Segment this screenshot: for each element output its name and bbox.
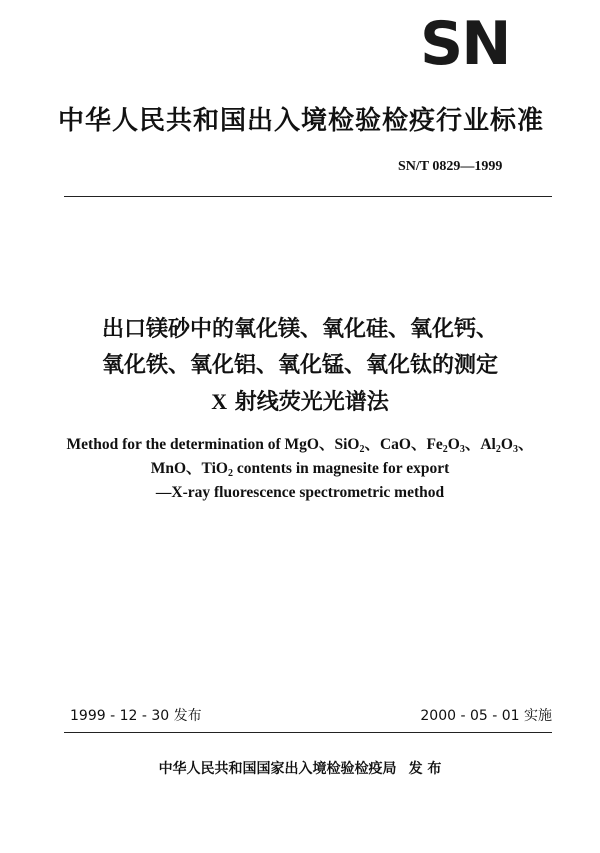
implementation-date: 2000 - 05 - 01 实施: [420, 708, 552, 724]
english-title-line-2: [40, 457, 560, 481]
chinese-title-line-1: 出口镁砂中的氧化镁、氧化硅、氧化钙、: [101, 317, 498, 342]
chinese-title-line-2: 氧化铁、氧化铝、氧化锰、氧化钛的测定: [101, 353, 498, 378]
en-l1-e: O: [447, 436, 460, 453]
issuer-action: 发 布: [408, 761, 442, 777]
en-l1-k: 、: [517, 436, 534, 453]
issuer-name: 中华人民共和国国家出入境检验检疫局: [158, 761, 397, 777]
english-title-line-3: —X-ray fluorescence spectrometric method: [155, 484, 445, 501]
issuing-authority: [0, 758, 600, 778]
issue-date: 1999 - 12 - 30 发布: [70, 708, 202, 724]
en-l1-c: 、CaO、Fe: [364, 436, 443, 453]
en-l2-a: MnO、TiO: [150, 460, 228, 477]
chinese-title: [40, 312, 560, 421]
english-title-line-1: [40, 433, 560, 457]
en-l1-sub-5: 3: [512, 444, 518, 455]
chinese-title-line-3: [40, 384, 560, 421]
en-l1-sub-4: 2: [495, 444, 501, 455]
footer-divider: [64, 732, 552, 733]
en-l1-g: 、Al: [464, 436, 496, 453]
standard-number: SN/T 0829—1999: [398, 159, 503, 174]
en-l2-c: contents in magnesite for export: [232, 460, 450, 477]
en-l1-sub-1: 2: [359, 444, 365, 455]
en-l1-a: Method for the determination of MgO、SiO: [66, 436, 360, 453]
english-title: [40, 433, 560, 505]
chinese-title-x: X: [211, 389, 228, 414]
chinese-title-method: 射线荧光光谱法: [227, 390, 389, 415]
sn-logo: SN: [420, 9, 510, 79]
en-l1-sub-2: 2: [442, 444, 448, 455]
en-l2-sub: 2: [227, 468, 233, 479]
industry-standard-title: 中华人民共和国出入境检验检疫行业标准: [58, 106, 545, 136]
en-l1-sub-3: 3: [459, 444, 465, 455]
header-divider: [64, 196, 552, 197]
en-l1-i: O: [500, 436, 513, 453]
